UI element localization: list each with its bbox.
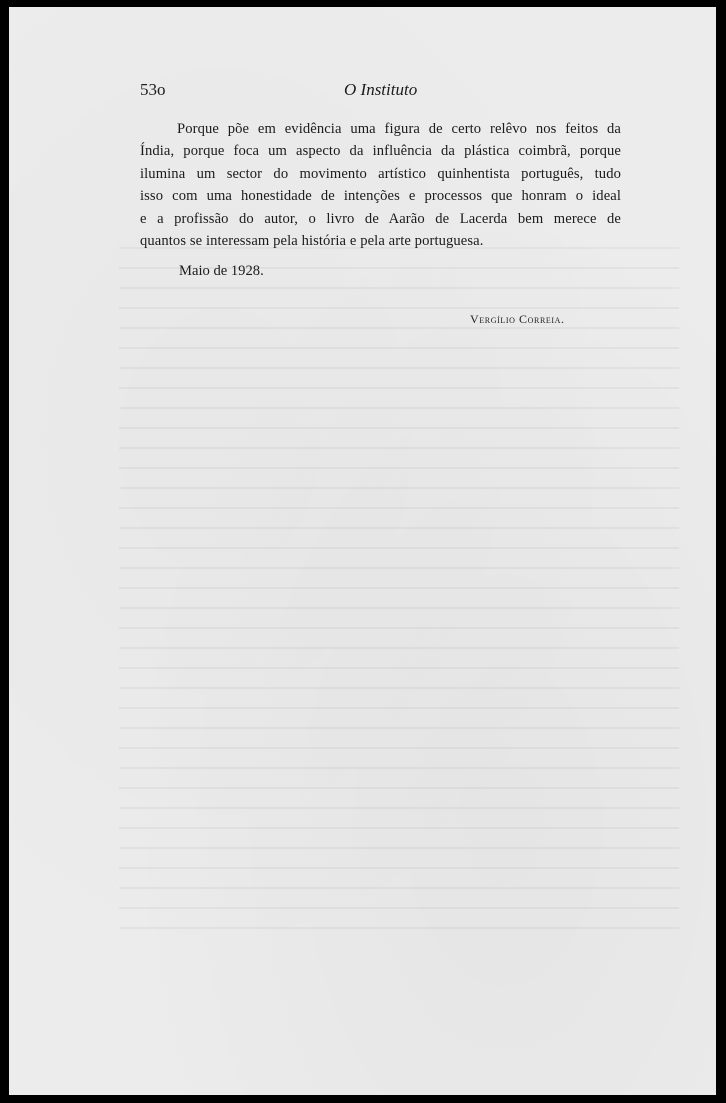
body-line: Índia, porque foca um aspecto da influência da plástica coimbrã, porque	[140, 143, 621, 160]
show-through-texture	[119, 247, 679, 967]
body-line: isso com uma honestidade de intenções e processos que honram o ideal	[140, 188, 621, 205]
author-signature: Vergílio Correia.	[470, 312, 565, 326]
body-line: quantos se interessam pela história e pela arte portuguesa.	[140, 233, 484, 250]
body-paragraph	[140, 118, 621, 252]
date-line: Maio de 1928.	[179, 263, 264, 279]
page-number: 53o	[140, 80, 166, 99]
running-title: O Instituto	[344, 80, 418, 99]
body-line: e a profissão do autor, o livro de Aarão de Lacerda bem merece de	[140, 210, 621, 227]
body-line: ilumina um sector do movimento artístico quinhentista português, tudo	[140, 165, 621, 182]
body-line: Porque põe em evidência uma figura de certo relêvo nos feitos da	[177, 121, 621, 137]
